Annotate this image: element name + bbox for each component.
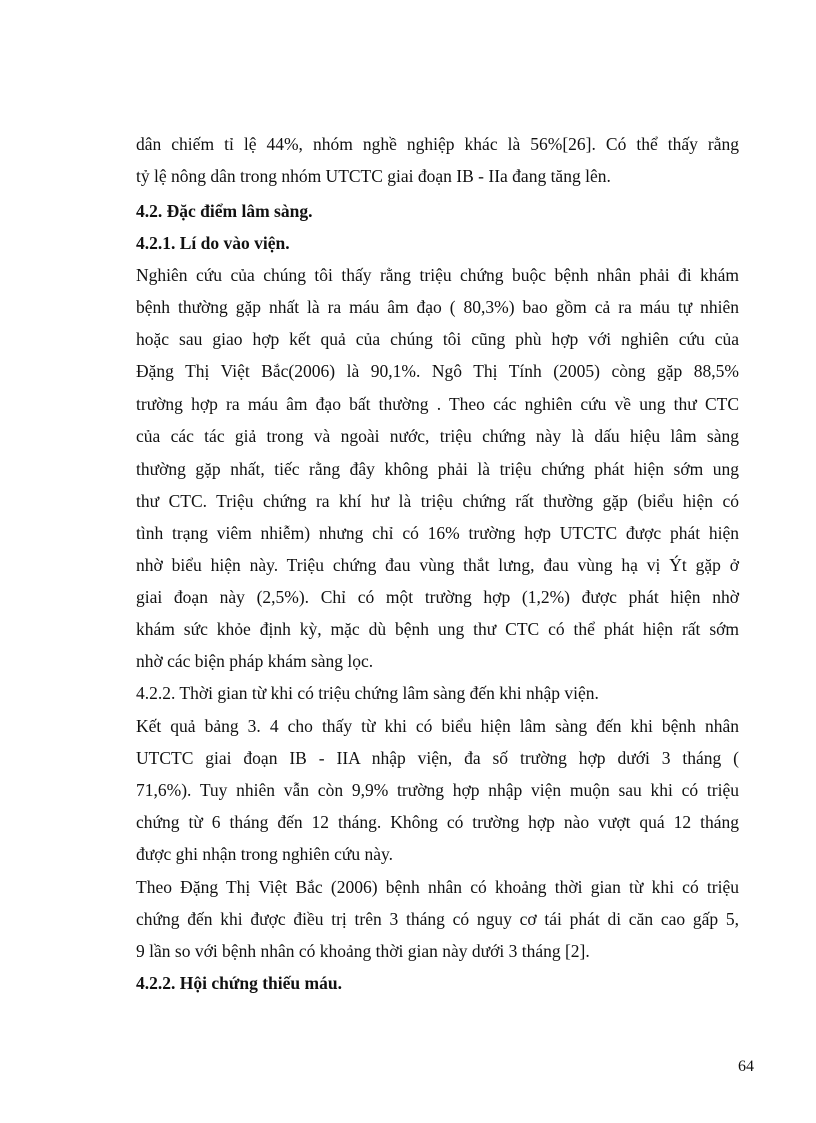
paragraph-text: thường gặp nhất, tiếc rằng đây không phải là triệu chứng phát hiện sớm ung — [136, 459, 739, 479]
section-heading: 4.2. Đặc điểm lâm sàng. — [136, 201, 313, 221]
paragraph-text: chứng đến khi được điều trị trên 3 tháng có nguy cơ tái phát di căn cao gấp 5, — [136, 909, 739, 929]
paragraph-text: tỷ lệ nông dân trong nhóm UTCTC giai đoạn IB - IIa đang tăng lên. — [136, 166, 611, 186]
paragraph-text: Kết quả bảng 3. 4 cho thấy từ khi có biểu hiện lâm sàng đến khi bệnh nhân — [136, 716, 739, 736]
paragraph-text: Theo Đặng Thị Việt Bắc (2006) bệnh nhân có khoảng thời gian từ khi có triệu — [136, 877, 739, 897]
paragraph-text: Đặng Thị Việt Bắc(2006) là 90,1%. Ngô Thị Tính (2005) còng gặp 88,5% — [136, 361, 739, 381]
paragraph-text: trường hợp ra máu âm đạo bất thường . Theo các nghiên cứu về ung thư CTC — [136, 394, 739, 414]
paragraph-text: UTCTC giai đoạn IB - IIA nhập viện, đa số trường hợp dưới 3 tháng ( — [136, 748, 739, 768]
paragraph-text: chứng từ 6 tháng đến 12 tháng. Không có trường hợp nào vượt quá 12 tháng — [136, 812, 739, 832]
paragraph-text: thư CTC. Triệu chứng ra khí hư là triệu chứng rất thường gặp (biểu hiện có — [136, 491, 739, 511]
paragraph-text: hoặc sau giao hợp kết quả của chúng tôi cũng phù hợp với nghiên cứu của — [136, 329, 739, 349]
paragraph-text: 9 lần so với bệnh nhân có khoảng thời gian này dưới 3 tháng [2]. — [136, 941, 590, 961]
paragraph-text: tình trạng viêm nhiễm) nhưng chỉ có 16% trường hợp UTCTC được phát hiện — [136, 523, 739, 543]
page-number: 64 — [738, 1058, 754, 1075]
paragraph-text: của các tác giả trong và ngoài nước, triệu chứng này là dấu hiệu lâm sàng — [136, 426, 739, 446]
paragraph-text: được ghi nhận trong nghiên cứu này. — [136, 844, 393, 864]
paragraph-text: bệnh thường gặp nhất là ra máu âm đạo ( 80,3%) bao gồm cả ra máu tự nhiên — [136, 297, 739, 317]
paragraph-text: Nghiên cứu của chúng tôi thấy rằng triệu chứng buộc bệnh nhân phải đi khám — [136, 265, 739, 285]
paragraph-text: giai đoạn này (2,5%). Chỉ có một trường hợp (1,2%) được phát hiện nhờ — [136, 587, 739, 607]
paragraph-text: nhờ biểu hiện này. Triệu chứng đau vùng thắt lưng, đau vùng hạ vị Ýt gặp ở — [136, 555, 739, 575]
paragraph-text: dân chiếm tỉ lệ 44%, nhóm nghề nghiệp khác là 56%[26]. Có thể thấy rằng — [136, 134, 739, 154]
subsection-title: 4.2.2. Thời gian từ khi có triệu chứng lâm sàng đến khi nhập viện. — [136, 683, 599, 703]
paragraph-text: nhờ các biện pháp khám sàng lọc. — [136, 651, 374, 671]
paragraph-text: khám sức khỏe định kỳ, mặc dù bệnh ung thư CTC có thể phát hiện rất sớm — [136, 619, 739, 639]
subsection-heading: 4.2.1. Lí do vào viện. — [136, 233, 290, 253]
subsection-heading: 4.2.2. Hội chứng thiếu máu. — [136, 973, 342, 993]
paragraph-text: 71,6%). Tuy nhiên vẫn còn 9,9% trường hợp nhập viện muộn sau khi có triệu — [136, 780, 739, 800]
